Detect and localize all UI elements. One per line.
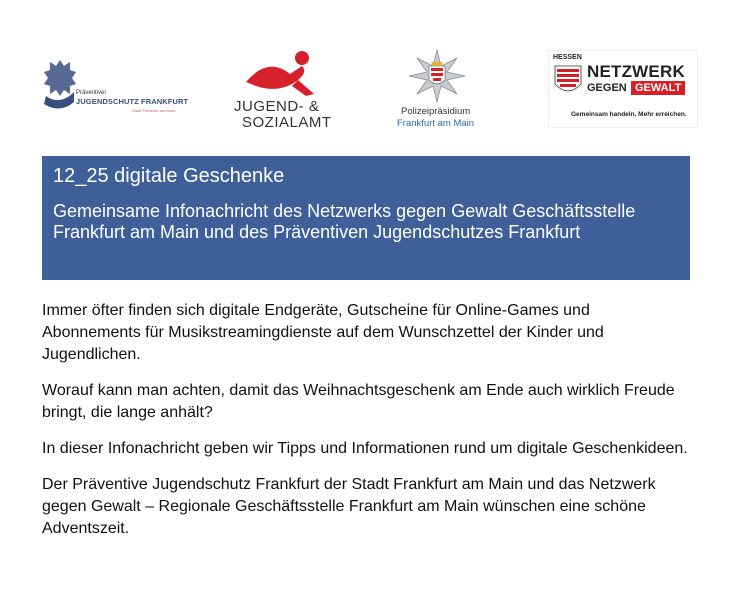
paragraph-closing: Der Präventive Jugendschutz Frankfurt der Stadt Frankfurt am Main und das Netzwerk gegen Gewalt – Regionale Geschäftsstelle Frankfurt am Main wünschen eine schöne Adventszeit. xyxy=(42,476,656,537)
paragraph-question: Worauf kann man achten, damit das Weihnachtsgeschenk am Ende auch wirklich Freude bringt, die lange anhält? xyxy=(42,382,675,421)
paragraph-intro: Immer öfter finden sich digitale Endgeräte, Gutscheine für Online-Games und Abonnements für Musikstreamingdienste auf dem Wunschzettel der Kinder und Jugendlichen. xyxy=(42,302,604,363)
body-content xyxy=(42,300,692,554)
jugendschutz-emblem-icon xyxy=(40,52,80,122)
jugend-sozialamt-logo xyxy=(228,48,332,133)
logo-bar xyxy=(0,0,732,150)
netzwerk-name: NETZWERK xyxy=(587,62,685,81)
header-banner xyxy=(42,156,690,280)
police-star-icon xyxy=(407,48,467,104)
jugendschutz-small-label: Präventiver xyxy=(76,90,107,96)
netzwerk-gegen-gewalt-logo xyxy=(548,50,698,128)
netzwerk-gewalt-badge: GEWALT xyxy=(631,81,685,95)
jugendschutz-name: JUGENDSCHUTZ FRANKFURT xyxy=(76,97,189,106)
netzwerk-slogan: Gemeinsam handeln. Mehr erreichen. xyxy=(571,111,687,118)
polizei-logo xyxy=(395,48,485,133)
jugendamt-line1: JUGEND- & xyxy=(234,98,320,115)
jugendschutz-logo xyxy=(40,52,190,122)
banner-title: 12_25 digitale Geschenke xyxy=(53,165,285,187)
paragraph-info: In dieser Infonachricht geben wir Tipps und Informationen rund um digitale Geschenkideen. xyxy=(42,440,688,457)
polizei-line2: Frankfurt am Main xyxy=(397,118,475,129)
banner-subtitle: Gemeinsame Infonachricht des Netzwerks gegen Gewalt Geschäftsstelle Frankfurt am Main und des Präventiven Jugendschutzes Frankfurt xyxy=(53,201,636,242)
jugendschutz-tagline: Stadt Frankfurt am Main xyxy=(132,108,175,113)
jugendamt-line2: SOZIALAMT xyxy=(242,114,332,131)
hessen-lion-icon xyxy=(553,64,583,98)
polizei-line1: Polizeipräsidium xyxy=(401,106,471,117)
netzwerk-gegen: GEGEN xyxy=(587,82,627,94)
netzwerk-state-label: HESSEN xyxy=(553,54,582,61)
jugendamt-figure-icon xyxy=(228,48,328,98)
